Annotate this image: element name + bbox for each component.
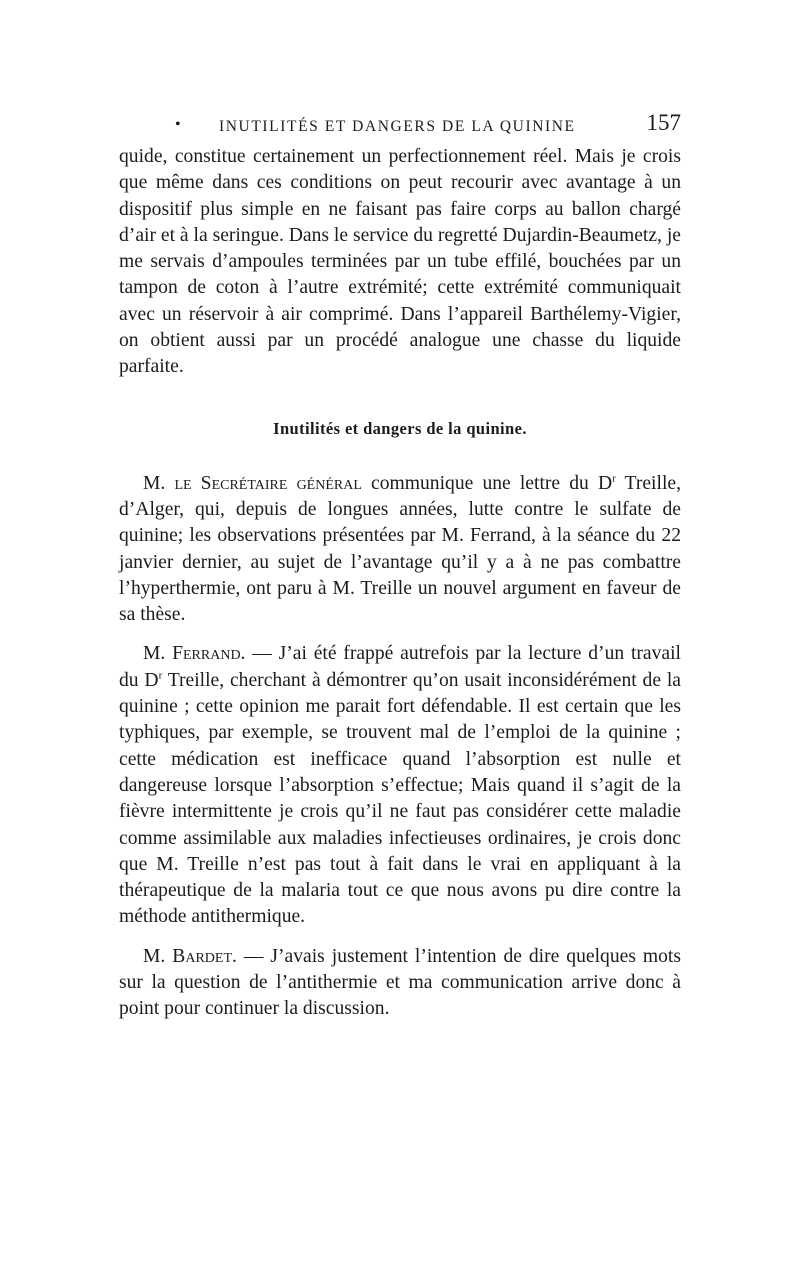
superscript: r [612, 472, 616, 485]
running-header [119, 108, 681, 144]
paragraph-text: communique une lettre du D [361, 472, 613, 494]
speaker-name: M. Ferrand. [143, 643, 246, 665]
paragraph-text: Treille, cherchant à démontrer qu’on usait inconsidérément de la quinine ; cette opinion me parait fort défendable. Il est certain que les typhiques, par exemple, se trouvent mal de l’emploi de la quinine ; cette médication est inefficace quand l’absorption est nulle et dangereuse lorsque l’absorption s’effectue; Mais quand il s’agit de la fièvre intermittente je crois qu’il ne faut pas considérer cette maladie comme assimilable aux maladies infectieuses ordinaires, je crois donc que M. Treille n’est pas tout à fait dans le vrai en appliquant à la thérapeutique de la malaria tout ce que nous avons pu dire contre la méthode antithermique. [119, 669, 681, 928]
speaker-name: M. le Secrétaire général [143, 472, 362, 494]
paragraph-ferrand [119, 641, 681, 930]
book-page [119, 108, 681, 1036]
paragraph-text: Treille, d’Alger, qui, depuis de longues années, lutte contre le sulfate de quinine; les observations présentées par M. Ferrand, à la séance du 22 janvier dernier, au sujet de l’avantage qu’il y a à ne pas combattre l’hyperthermie, ont paru à M. Treille un nouvel argument en faveur de sa thèse. [119, 472, 681, 626]
section-heading: Inutilités et dangers de la quinine. [273, 418, 527, 438]
superscript: r [158, 669, 163, 682]
running-title: INUTILITÉS ET DANGERS DE LA QUININE [219, 118, 576, 135]
paragraph-continuation: quide, constitue certainement un perfectionnement réel. Mais je crois que même dans ces conditions on peut recourir avec avantage à un dispositif plus simple en ne faisant pas faire corps au ballon chargé d’air et à la seringue. Dans le service du regretté Dujardin-Beaumetz, je me servais d’ampoules terminées par un tube effilé, bouchées par un tampon de coton à l’autre extrémité; cette extrémité communiquait avec un réservoir à air comprimé. Dans l’appareil Barthélemy-Vigier, on obtient aussi par un procédé analogue une chasse du liquide parfaite. [119, 146, 681, 378]
page-number: 157 [646, 110, 681, 135]
paragraph-bardet [119, 944, 681, 1023]
paragraph-text: — J’ai été frappé autrefois par la lecture d’un travail du D [119, 643, 682, 691]
speaker-name: M. Bardet. [143, 945, 237, 967]
paragraph-secretary [119, 471, 681, 629]
paragraph-text: — J’avais justement l’intention de dire quelques mots sur la question de l’antithermie et ma communication arrive donc à point pour continuer la discussion. [119, 945, 681, 1020]
header-bullet: • [175, 116, 181, 133]
